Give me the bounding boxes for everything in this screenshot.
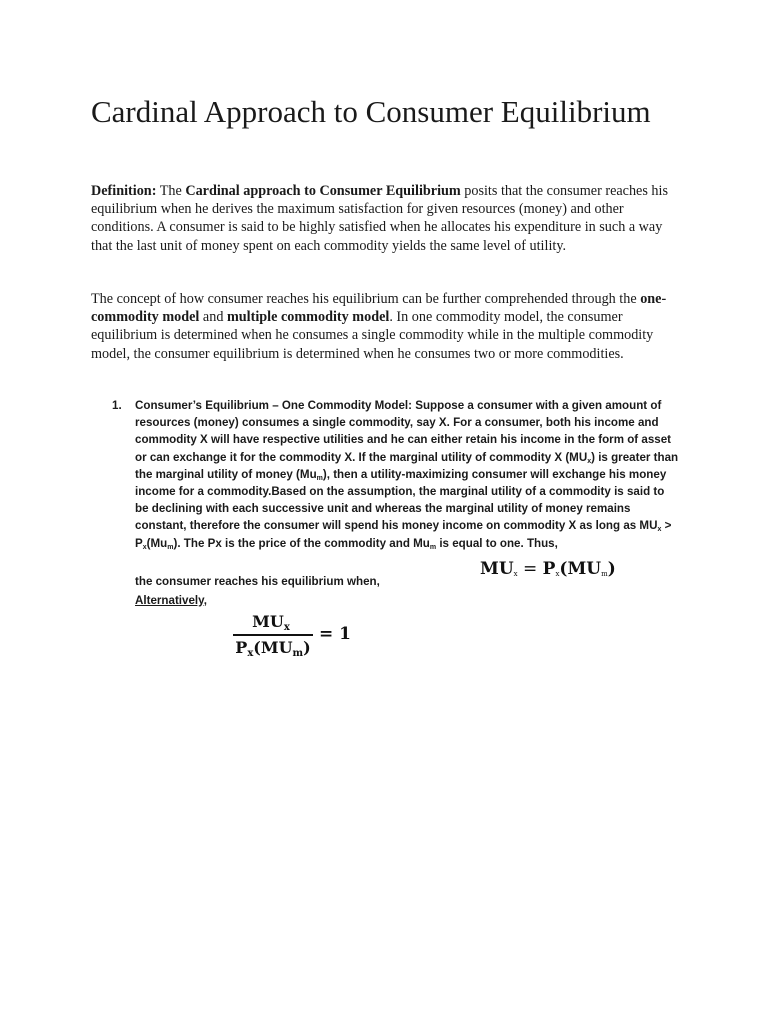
equilibrium-text: the consumer reaches his equilibrium when, (135, 575, 380, 588)
list-text-b: ) is greater than the marginal utility of money (Mu (135, 450, 679, 481)
list-text-e: (Mu (146, 536, 168, 550)
num-sub: x (283, 622, 290, 633)
eq1-p: P (542, 559, 556, 579)
fraction-denominator (231, 638, 315, 657)
fraction-numerator (231, 612, 311, 631)
list-item-heading: Consumer’s Equilibrium – One Commodity Model: (135, 399, 412, 412)
list-item-body (135, 397, 680, 552)
eq1-m-sub: m (601, 570, 608, 578)
eq1-paren-open: (MU (559, 559, 602, 579)
fraction-bar (233, 634, 313, 636)
den-m-sub: m (292, 648, 304, 659)
alternatively-text: Alternatively, (135, 594, 207, 607)
concept-pre: The concept of how consumer reaches his equilibrium can be further comprehended through the (91, 291, 641, 307)
definition-paragraph (91, 182, 681, 255)
eq1-lhs-sub: x (513, 570, 518, 578)
sub-x: x (587, 457, 592, 465)
list-text-g: is equal to one. Thus, (436, 536, 558, 550)
eq1-paren-close: ) (607, 559, 616, 579)
eq1-p-sub: x (555, 570, 560, 578)
definition-term: Cardinal approach to Consumer Equilibrium (185, 183, 461, 199)
eq1-lhs: MU (480, 559, 514, 579)
sub-x-2: x (657, 526, 662, 534)
concept-bold-multiple-commodity: multiple commodity model (226, 309, 390, 326)
list-text-c: ), then a utility-maximizing consumer will exchange his money income for a commodity.Based on the assumption, the marginal utility of a commodity is said to be declining with each successive unit and whereas the marginal utility of money remains constant, therefore the consumer will spend his money income on commodity X as long as MU (135, 467, 667, 533)
sub-x-3: x (142, 543, 147, 551)
eq1-equals: = (517, 559, 543, 579)
concept-rest: . In one commodity model, the consumer equilibrium is determined when he consumes a single commodity while in the multiple commodity model, the consumer equilibrium is determined when he consumes two or more commodities. (91, 309, 654, 362)
list-number: 1. (112, 399, 122, 412)
definition-label: Definition: (91, 183, 157, 199)
definition-body: posits that the consumer reaches his equilibrium when he derives the maximum satisfaction for given resources (money) and other conditions. A consumer is said to be highly satisfied when he allocates his expenditure in such a way that the last unit of money spent on each commodity yields the same level of utility. (91, 183, 668, 254)
list-text-f: ). The Px is the price of the commodity and Mu (173, 536, 430, 550)
den-open: (MU (253, 638, 293, 657)
page-title: Cardinal Approach to Consumer Equilibrium (91, 94, 651, 129)
concept-mid: and (199, 309, 227, 326)
list-text-d: > P (135, 519, 672, 550)
den-close: ) (303, 638, 311, 657)
equation-equilibrium (480, 559, 616, 579)
alternatively-label (135, 594, 207, 607)
concept-bold-one-commodity: one-commodity model (91, 291, 667, 326)
sub-m-2: m (167, 543, 174, 551)
definition-pre: The (156, 183, 186, 199)
fraction-rhs: = 1 (319, 624, 351, 644)
den-p: P (235, 638, 248, 657)
sub-m: m (316, 474, 323, 482)
num-mu: MU (252, 612, 284, 631)
concept-paragraph (91, 290, 681, 363)
sub-m-3: m (429, 543, 437, 551)
den-p-sub: x (247, 648, 254, 659)
equilibrium-line (135, 575, 380, 588)
list-text-a: Suppose a consumer with a given amount of resources (money) consumes a single commodity, say X. For a consumer, both his income and commodity X will have respective utilities and he can either retain his income in the form of asset or can exchange it for the commodity X. If the marginal utility of commodity X (MU (135, 399, 672, 464)
